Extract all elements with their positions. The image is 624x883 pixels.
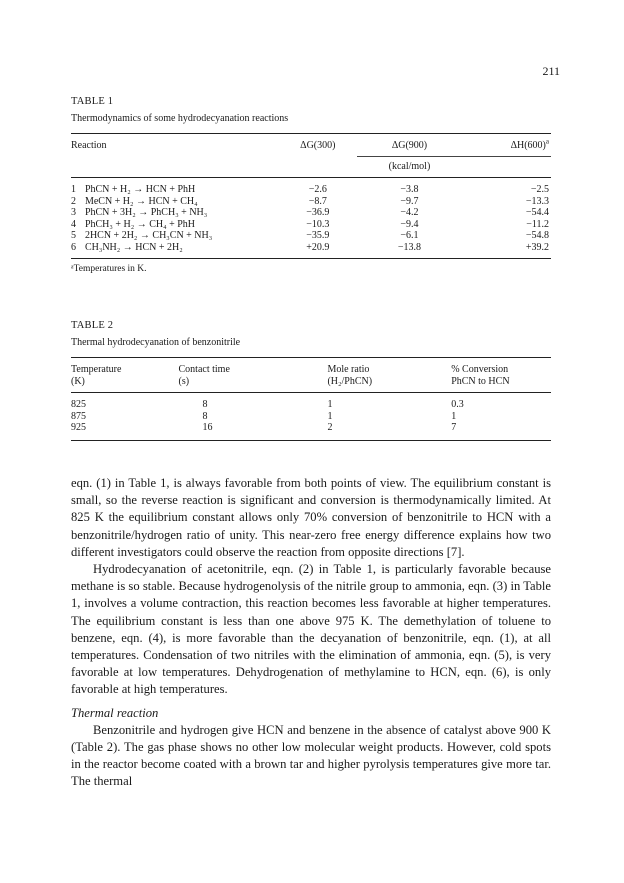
table-1-header-dg300: ΔG(300) [300, 140, 336, 151]
table-2-header-mole-ratio: Mole ratio (H₂/PhCN) [327, 364, 373, 387]
dh600-value: +39.2 [525, 241, 549, 253]
conversion-value: 7 [451, 422, 457, 433]
dg900-value: −6.1 [400, 230, 419, 241]
reaction-equation: PhCN + 3H₂ → PhCH₃ + NH₃ [84, 207, 208, 218]
contact-time-value: 8 [202, 410, 208, 422]
reaction-number: 4 [71, 218, 76, 230]
table-1-body [71, 178, 551, 259]
table-1-grid [71, 133, 551, 259]
dg300-value: −2.6 [308, 184, 327, 195]
table-2-label: TABLE 2 [71, 320, 114, 331]
table-1-label: TABLE 1 [71, 96, 114, 107]
dh600-value: −11.2 [526, 218, 549, 230]
table-2-header-contact-time: Contact time (s) [178, 364, 230, 387]
table-row [71, 393, 551, 411]
dg900-value: −9.4 [400, 218, 419, 230]
table-2-header-conversion: % Conversion PhCN to HCN [451, 364, 510, 387]
dh600-value: −2.5 [530, 184, 549, 195]
table-2 [71, 320, 551, 441]
table-1 [71, 96, 551, 274]
table-row [71, 411, 551, 423]
contact-time-value: 16 [202, 422, 213, 433]
table-1-header-reaction: Reaction [71, 140, 107, 151]
table-2-header-temperature: Temperature (K) [71, 364, 122, 387]
body-text [71, 475, 551, 791]
footnote-mark: a [545, 137, 549, 146]
dh600-value: −13.3 [525, 195, 549, 207]
reaction-equation: CH₃NH₂ → HCN + 2H₂ [84, 241, 183, 253]
temperature-value: 875 [71, 410, 86, 422]
contact-time-value: 8 [202, 399, 208, 410]
dg300-value: −35.9 [306, 230, 330, 241]
dg300-value: −36.9 [306, 207, 330, 218]
reaction-number: 6 [71, 241, 76, 253]
table-1-header-dh600: $\Delta H(600)^a$ [510, 137, 549, 151]
table-1-units: (kcal/mol) [357, 157, 463, 178]
table-row [71, 230, 551, 242]
temperature-value: 825 [71, 399, 86, 410]
table-2-grid [71, 357, 551, 441]
dg300-value: −8.7 [308, 195, 327, 207]
mole-ratio-value: 1 [327, 399, 333, 410]
table-2-body [71, 393, 551, 441]
paragraph-1: eqn. (1) in Table 1, is always favorable from both points of view. The equilibrium constant is small, so the reverse reaction is significant and conversion is thermodynamically limited. At 825 K the equilibrium constant allows only 70% conversion of benzonitrile to HCN with a benzonitrile/hydrogen ratio of unity. This near-zero free energy difference explains how two different investigators could observe the reaction from opposite directions [7]. [71, 476, 551, 559]
table-1-caption: Thermodynamics of some hydrodecyanation reactions [71, 113, 289, 124]
table-row [71, 207, 551, 219]
temperature-value: 925 [71, 422, 86, 433]
table-row [71, 219, 551, 231]
conversion-value: 1 [451, 410, 457, 422]
table-row [71, 422, 551, 440]
table-2-caption: Thermal hydrodecyanation of benzonitrile [71, 337, 241, 348]
reaction-equation: PhCN + H₂ → HCN + PhH [84, 184, 196, 195]
dg900-value: −9.7 [400, 195, 419, 207]
reaction-equation: PhCH₃ + H₂ → CH₄ + PhH [84, 218, 196, 230]
dg900-value: −4.2 [400, 207, 419, 218]
paragraph-3: Benzonitrile and hydrogen give HCN and benzene in the absence of catalyst above 900 K (Table 2). The gas phase shows no other low molecular weight products. However, cold spots in the reactor become coated with a brown tar and higher pyrolysis temperatures give more tar. The thermal [71, 722, 551, 789]
reaction-number: 3 [71, 207, 76, 218]
dg300-value: +20.9 [306, 241, 330, 253]
mole-ratio-value: 2 [327, 422, 333, 433]
paragraph-2: Hydrodecyanation of acetonitrile, eqn. (2) in Table 1, is particularly favorable because methane is so stable. Because hydrogenolysis of the nitrile group to ammonia, eqn. (3) in Table 1, involves a volume contraction, this reaction becomes less favorable at higher temperatures. The equilibrium constant is less than one above 975 K. The demethylation of toluene to benzene, eqn. (4), is more favorable than the decyanation of benzonitrile, eqn. (1), at all temperatures. Condensation of two nitriles with the elimination of ammonia, eqn. (5), is very favorable at low temperatures. Dehydrogenation of methylamine to HCN, eqn. (6), is only favorable at high temperatures. [71, 562, 551, 697]
reaction-number: 1 [71, 184, 76, 195]
conversion-value: 0.3 [451, 399, 464, 410]
table-row [71, 178, 551, 196]
reaction-number: 5 [71, 230, 76, 241]
table-row [71, 242, 551, 259]
dh600-value: −54.8 [525, 230, 549, 241]
dg900-value: −3.8 [400, 184, 419, 195]
table-1-footnote: ᵃTemperatures in K. [71, 264, 147, 274]
dg300-value: −10.3 [306, 218, 330, 230]
mole-ratio-value: 1 [327, 410, 333, 422]
table-1-header-dg900: ΔG(900) [391, 140, 428, 151]
reaction-equation: MeCN + H₂ → HCN + CH₄ [84, 195, 198, 207]
reaction-number: 2 [71, 195, 76, 207]
dg900-value: −13.8 [397, 241, 422, 253]
table-row [71, 196, 551, 208]
reaction-equation: 2HCN + 2H₂ → CH₃CN + NH₃ [84, 230, 213, 241]
dh600-value: −54.4 [525, 207, 549, 218]
section-heading: Thermal reaction [71, 705, 159, 720]
page-number: 211 [542, 64, 560, 78]
